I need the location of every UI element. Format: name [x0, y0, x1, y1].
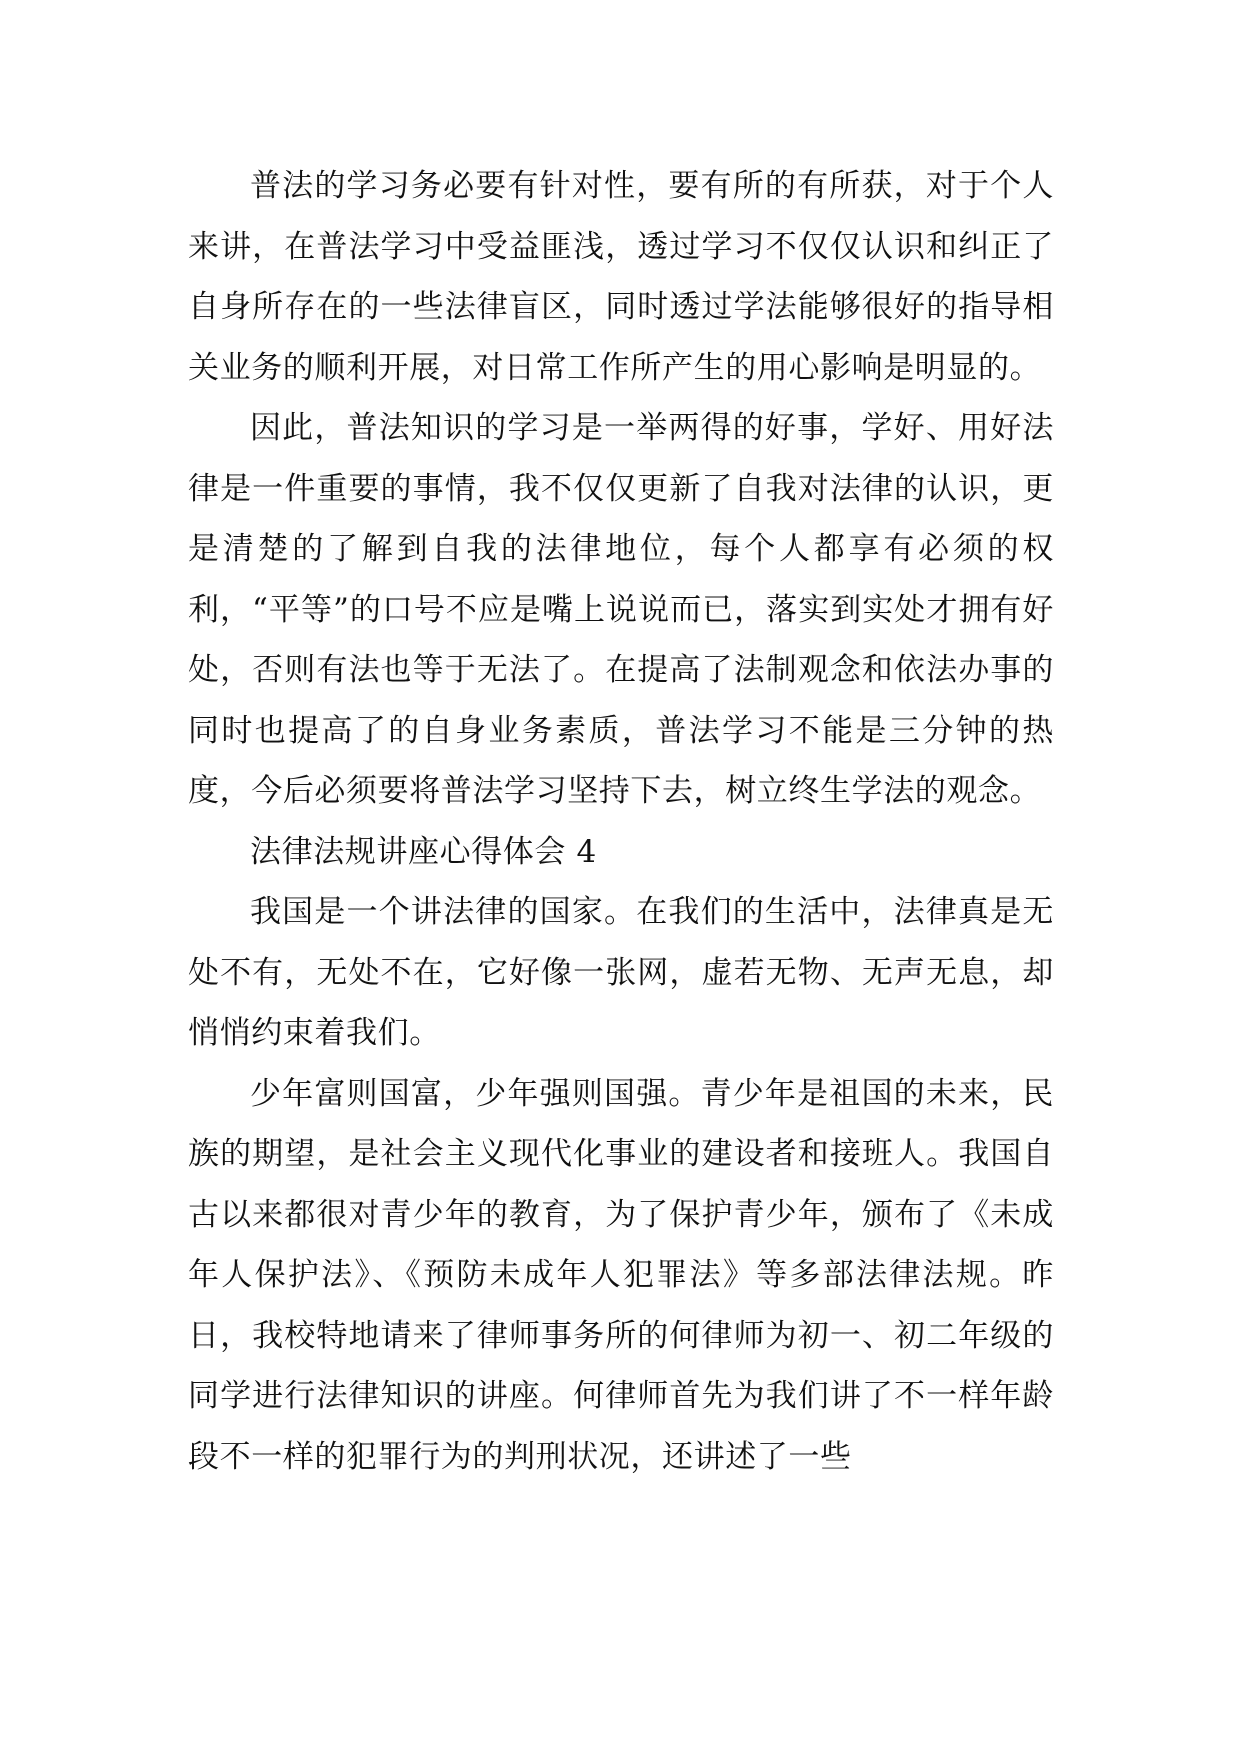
paragraph-law-awareness: 因此，普法知识的学习是一举两得的好事，学好、用好法律是一件重要的事情，我不仅仅更新了自我对法律的认识，更是清楚的了解到自我的法律地位，每个人都享有必须的权利，“平等”的口号不应是嘴上说说而已，落实到实处才拥有好处，否则有法也等于无法了。在提高了法制观念和依法办事的同时也提高了的自身业务素质，普法学习不能是三分钟的热度，今后必须要将普法学习坚持下去，树立终生学法的观念。: [188, 410, 1054, 809]
paragraph-study-benefits: 普法的学习务必要有针对性，要有所的有所获，对于个人来讲，在普法学习中受益匪浅，透过学习不仅仅认识和纠正了自身所存在的一些法律盲区，同时透过学法能够很好的指导相关业务的顺利开展，对日常工作所产生的用心影响是明显的。: [188, 168, 1054, 386]
section-heading: 法律法规讲座心得体会 4: [250, 833, 597, 870]
paragraph-law-everywhere: 我国是一个讲法律的国家。在我们的生活中，法律真是无处不有，无处不在，它好像一张网，虚若无物、无声无息，却悄悄约束着我们。: [188, 894, 1054, 1051]
document-body: [188, 156, 1054, 1487]
paragraph-youth-lecture: 少年富则国富，少年强则国强。青少年是祖国的未来，民族的期望，是社会主义现代化事业的建设者和接班人。我国自古以来都很对青少年的教育，为了保护青少年，颁布了《未成年人保护法》、《预防未成年人犯罪法》等多部法律法规。昨日，我校特地请来了律师事务所的何律师为初一、初二年级的同学进行法律知识的讲座。何律师首先为我们讲了不一样年龄段不一样的犯罪行为的判刑状况，还讲述了一些: [188, 1075, 1054, 1475]
